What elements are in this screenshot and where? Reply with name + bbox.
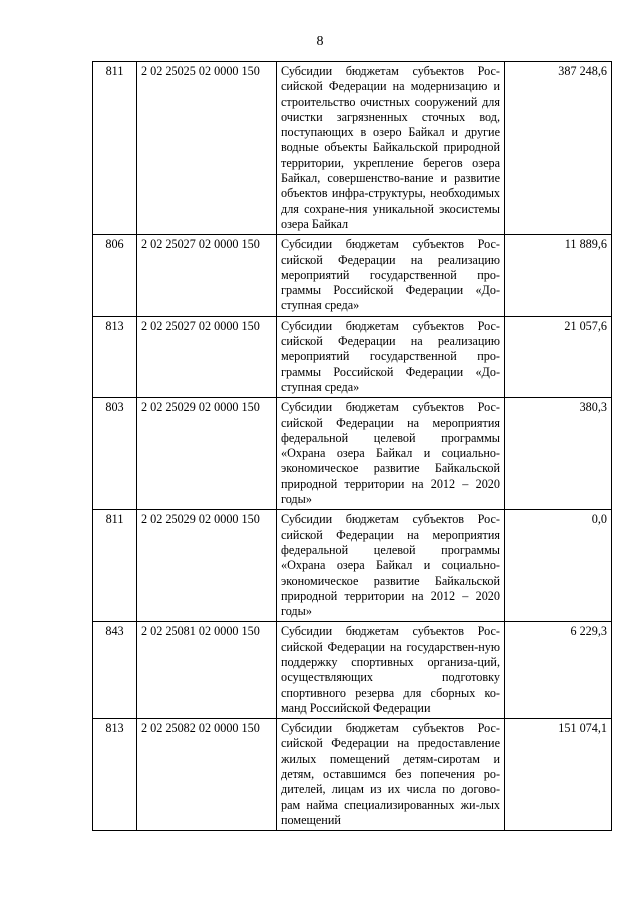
admin-code-cell: 811 bbox=[93, 510, 137, 622]
amount-cell: 380,3 bbox=[505, 398, 612, 510]
revenue-name-text: Субсидии бюджетам субъектов Рос-сийской Федерации на мероприятия федеральной целевой программы «Охрана озера Байкал и социально-экономическое развитие Байкальской природной территории на 2012 – 2020 годы» bbox=[281, 512, 500, 619]
admin-code-cell: 843 bbox=[93, 622, 137, 719]
revenue-name-text: Субсидии бюджетам субъектов Рос-сийской Федерации на модернизацию и строительство очистных сооружений для очистки загрязненных сточных вод, поступающих в озеро Байкал и другие водные объекты Байкальской природной территории, укрепление берегов озера Байкал, совершенство-вание и развитие объектов инфра-структуры, необходимых для сохране-ния уникальной экосистемы озера Байкал bbox=[281, 64, 500, 231]
revenue-name-cell bbox=[277, 719, 505, 831]
revenue-name-cell bbox=[277, 316, 505, 397]
revenue-code-cell: 2 02 25025 02 0000 150 bbox=[137, 62, 277, 235]
revenue-name-cell bbox=[277, 235, 505, 316]
table-row bbox=[93, 398, 612, 510]
revenue-code-cell: 2 02 25027 02 0000 150 bbox=[137, 316, 277, 397]
amount-cell: 11 889,6 bbox=[505, 235, 612, 316]
table-row bbox=[93, 316, 612, 397]
revenue-name-text: Субсидии бюджетам субъектов Рос-сийской Федерации на предоставление жилых помещений детям-сиротам и детям, оставшимся без попечения ро-дителей, лицам из их числа по догово-рам найма специализированных жи-лых помещений bbox=[281, 721, 500, 827]
budget-revenue-table bbox=[92, 61, 612, 831]
revenue-code-cell: 2 02 25082 02 0000 150 bbox=[137, 719, 277, 831]
admin-code-cell: 803 bbox=[93, 398, 137, 510]
revenue-name-text: Субсидии бюджетам субъектов Рос-сийской Федерации на реализацию мероприятий государственной про-граммы Российской Федерации «До-ступная среда» bbox=[281, 237, 500, 313]
table-row bbox=[93, 622, 612, 719]
amount-cell: 0,0 bbox=[505, 510, 612, 622]
revenue-name-text: Субсидии бюджетам субъектов Рос-сийской Федерации на реализацию мероприятий государственной про-граммы Российской Федерации «До-ступная среда» bbox=[281, 318, 500, 394]
revenue-name-cell bbox=[277, 398, 505, 510]
revenue-name-cell bbox=[277, 622, 505, 719]
revenue-code-cell: 2 02 25027 02 0000 150 bbox=[137, 235, 277, 316]
amount-cell: 387 248,6 bbox=[505, 62, 612, 235]
admin-code-cell: 813 bbox=[93, 316, 137, 397]
revenue-name-cell bbox=[277, 62, 505, 235]
amount-cell: 151 074,1 bbox=[505, 719, 612, 831]
revenue-code-cell: 2 02 25029 02 0000 150 bbox=[137, 398, 277, 510]
table-row bbox=[93, 719, 612, 831]
revenue-code-cell: 2 02 25081 02 0000 150 bbox=[137, 622, 277, 719]
revenue-name-text: Субсидии бюджетам субъектов Рос-сийской Федерации на государствен-ную поддержку спортивных организа-ций, осуществляющих подготовку спортивного резерва для сборных ко-манд Российской Федерации bbox=[281, 624, 500, 715]
table-row bbox=[93, 235, 612, 316]
revenue-name-cell bbox=[277, 510, 505, 622]
page-number: 8 bbox=[316, 34, 324, 49]
admin-code-cell: 811 bbox=[93, 62, 137, 235]
revenue-name-text: Субсидии бюджетам субъектов Рос-сийской Федерации на мероприятия федеральной целевой программы «Охрана озера Байкал и социально-экономическое развитие Байкальской природной территории на 2012 – 2020 годы» bbox=[281, 400, 500, 507]
amount-cell: 21 057,6 bbox=[505, 316, 612, 397]
amount-cell: 6 229,3 bbox=[505, 622, 612, 719]
admin-code-cell: 813 bbox=[93, 719, 137, 831]
revenue-code-cell: 2 02 25029 02 0000 150 bbox=[137, 510, 277, 622]
admin-code-cell: 806 bbox=[93, 235, 137, 316]
table-row bbox=[93, 62, 612, 235]
table-row bbox=[93, 510, 612, 622]
